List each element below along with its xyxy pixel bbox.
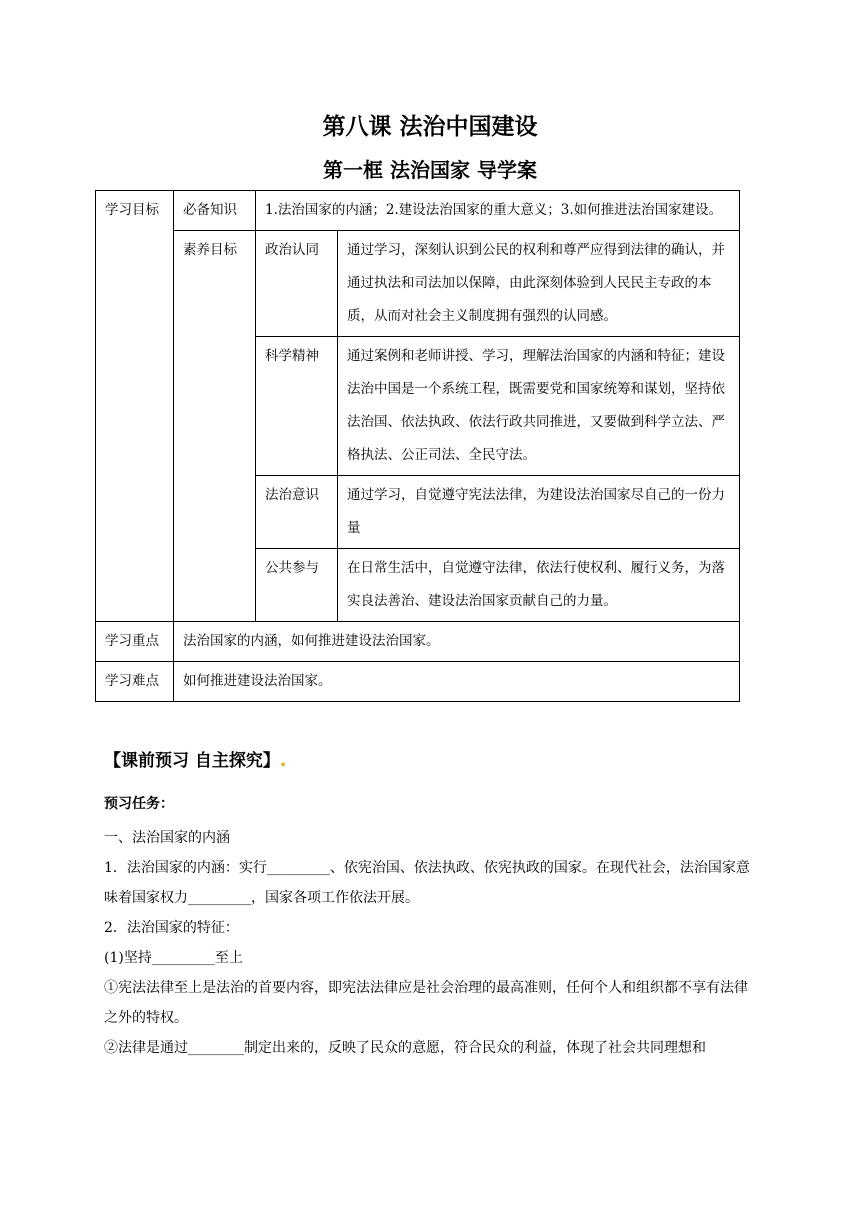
table-row [96,662,740,702]
objectives-table [95,190,740,702]
paragraph: ①宪法法律至上是法治的首要内容，即宪法法律应是社会治理的最高准则，任何个人和组织都不享有法律之外的特权。 [104,980,748,1026]
paragraph: (1)坚持_________至上 [104,950,243,966]
literacy-row-label: 法治意识 [256,476,338,549]
paragraph: 一、法治国家的内涵 [104,830,230,846]
knowledge-text: 1.法治国家的内涵；2.建设法治国家的重大意义；3.如何推进法治国家建设。 [256,191,740,231]
literacy-row-text: 通过学习，自觉遵守宪法法律，为建设法治国家尽自己的一份力量 [338,476,740,549]
paragraph: ②法律是通过________制定出来的，反映了民众的意愿，符合民众的利益，体现了社会共同理想和 [104,1040,706,1056]
page-subtitle: 第一框 法治国家 导学案 [323,158,537,182]
section-heading-dot: . [279,751,287,771]
preview-content [104,823,756,1063]
goal-label: 学习目标 [96,191,174,622]
difficulty-text: 如何推进建设法治国家。 [174,662,740,702]
literacy-row-text: 通过案例和老师讲授、学习，理解法治国家的内涵和特征；建设法治中国是一个系统工程，既需要党和国家统筹和谋划，坚持依法治国、依法执政、依法行政共同推进，又要做到科学立法、严格执法、公正司法、全民守法。 [338,337,740,476]
literacy-row-text: 在日常生活中，自觉遵守法律，依法行使权利、履行义务，为落实良法善治、建设法治国家贡献自己的力量。 [338,549,740,622]
section-heading [104,746,286,771]
paragraph: 2．法治国家的特征： [104,920,239,936]
table-row [96,622,740,662]
page-title: 第八课 法治中国建设 [322,114,538,140]
literacy-row-label: 公共参与 [256,549,338,622]
task-label: 预习任务： [104,796,174,812]
literacy-row-label: 政治认同 [256,231,338,337]
table-row [96,191,740,231]
difficulty-label: 学习难点 [96,662,174,702]
literacy-row-label: 科学精神 [256,337,338,476]
knowledge-label: 必备知识 [174,191,256,231]
section-heading-text: 【课前预习 自主探究】 [104,751,280,771]
literacy-row-text: 通过学习，深刻认识到公民的权利和尊严应得到法律的确认，并通过执法和司法加以保障，由此深刻体验到人民民主专政的本质，从而对社会主义制度拥有强烈的认同感。 [338,231,740,337]
literacy-label: 素养目标 [174,231,256,622]
paragraph: 1．法治国家的内涵：实行_________、依宪治国、依法执政、依宪执政的国家。在现代社会，法治国家意味着国家权力_________，国家各项工作依法开展。 [104,860,750,906]
table-row [96,231,740,337]
key-points-text: 法治国家的内涵，如何推进建设法治国家。 [174,622,740,662]
key-points-label: 学习重点 [96,622,174,662]
